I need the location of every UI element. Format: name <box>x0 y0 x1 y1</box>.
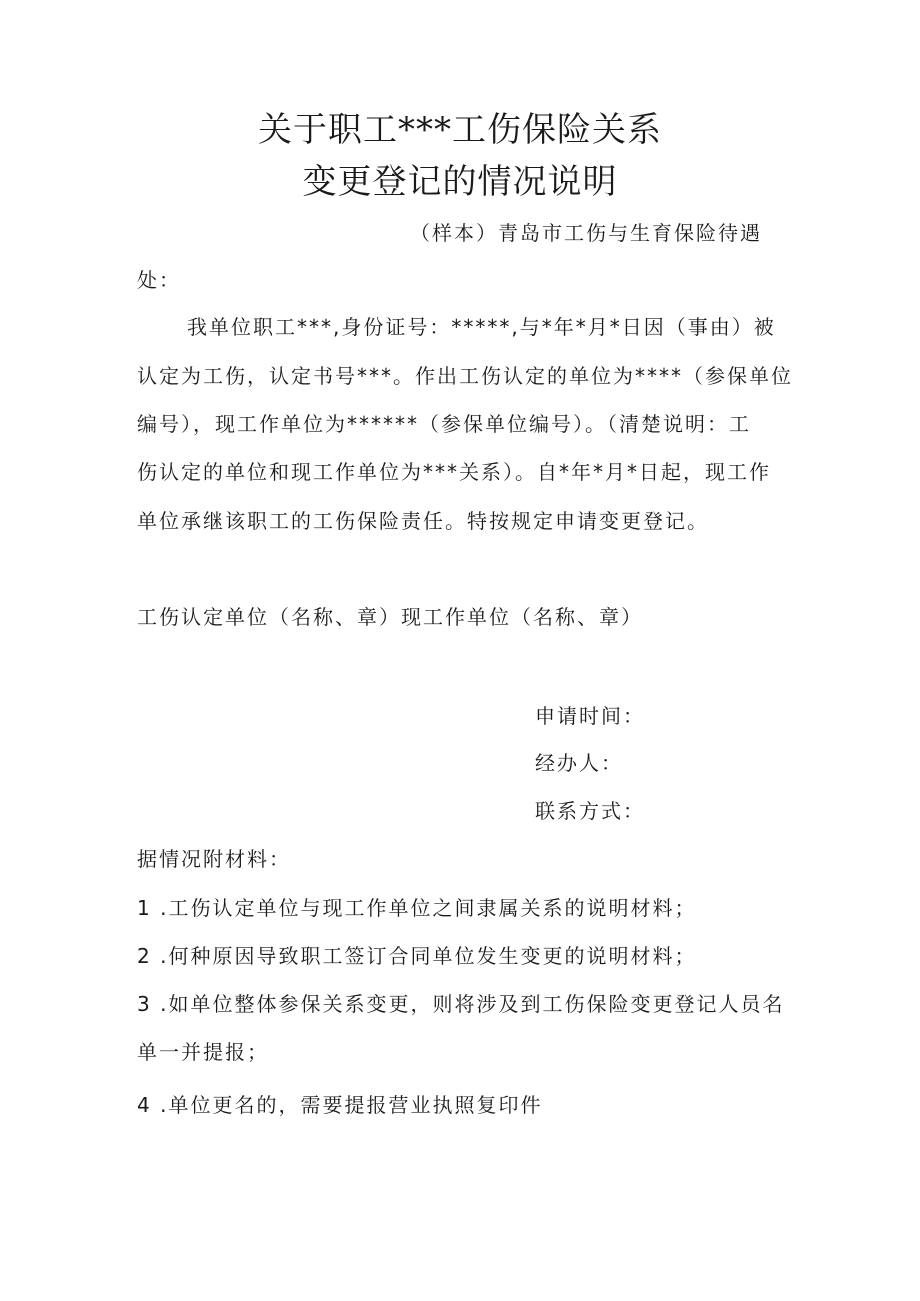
addressee-line-2: 处： <box>137 268 181 292</box>
signature-line: 工伤认定单位（名称、章）现工作单位（名称、章） <box>137 605 643 629</box>
apply-time-label: 申请时间： <box>535 704 645 728</box>
body-paragraph-line: 单位承继该职工的工伤保险责任。特按规定申请变更登记。 <box>137 509 709 533</box>
body-paragraph-line: 伤认定的单位和现工作单位为***关系）。自*年*月*日起，现工作 <box>137 460 771 484</box>
handler-label: 经办人： <box>535 751 623 775</box>
attachment-item: 4 .单位更名的，需要提报营业执照复印件 <box>137 1093 543 1117</box>
title-line-2: 变更登记的情况说明 <box>302 162 618 202</box>
attachment-item-continuation: 单一并提报； <box>137 1040 269 1064</box>
title-line-1: 关于职工***工伤保险关系 <box>258 110 662 150</box>
attachment-item: 1 .工伤认定单位与现工作单位之间隶属关系的说明材料； <box>137 896 697 920</box>
contact-label: 联系方式： <box>535 799 645 823</box>
body-paragraph-line: 我单位职工***,身份证号：*****,与*年*月*日因（事由）被 <box>187 315 776 339</box>
body-paragraph-line: 编号），现工作单位为******（参保单位编号）。（清楚说明：工 <box>137 412 751 436</box>
body-paragraph-line: 认定为工伤，认定书号***。作出工伤认定的单位为****（参保单位 <box>137 364 793 388</box>
attachment-item: 2 .何种原因导致职工签订合同单位发生变更的说明材料； <box>137 944 697 968</box>
addressee-line-1: （样本）青岛市工伤与生育保险待遇 <box>410 221 762 245</box>
attachments-heading: 据情况附材料： <box>137 847 291 871</box>
attachment-item: 3 .如单位整体参保关系变更，则将涉及到工伤保险变更登记人员名 <box>137 992 785 1016</box>
